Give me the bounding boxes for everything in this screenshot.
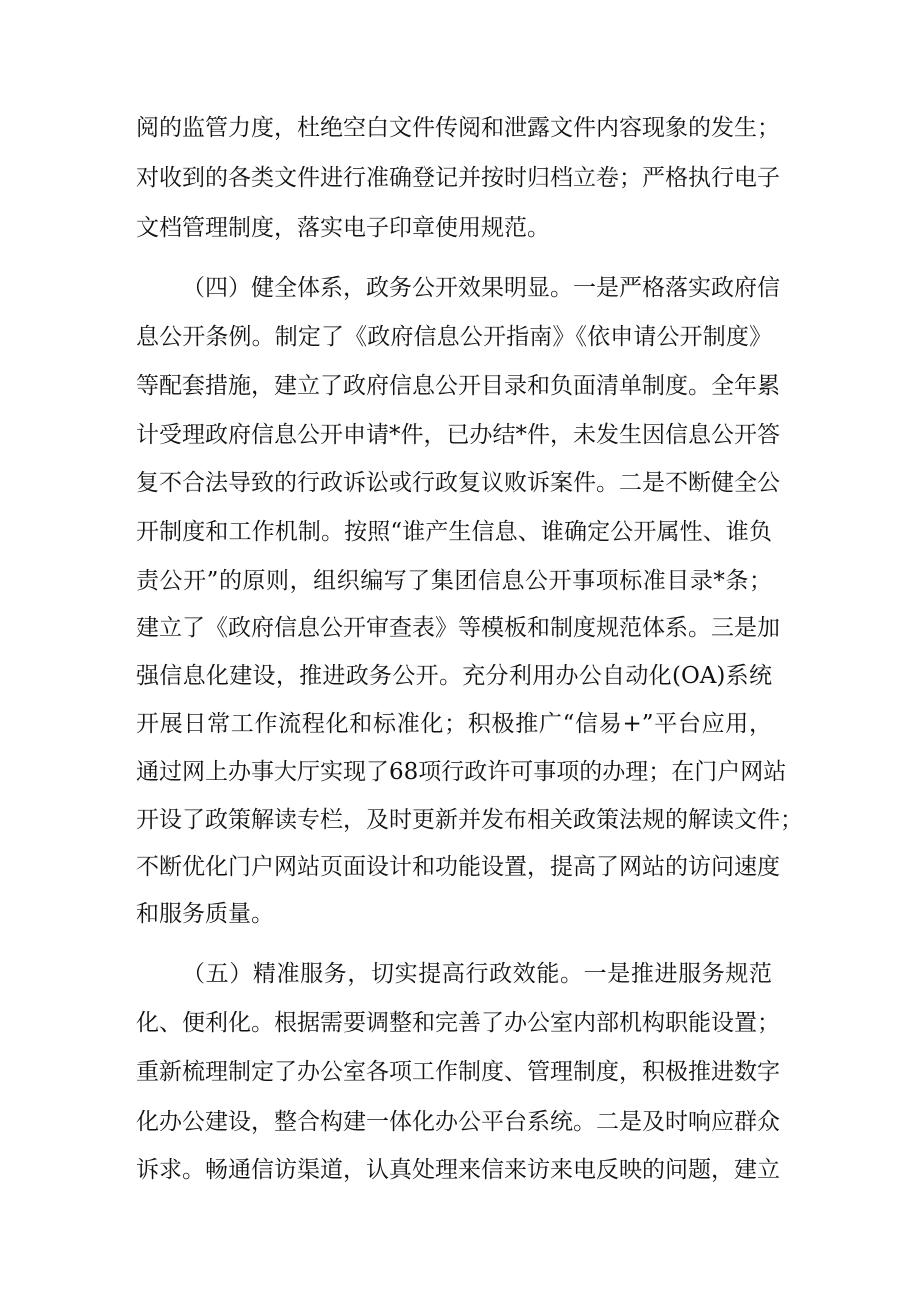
- text-line: 建立了《政府信息公开审查表》等模板和制度规范体系。三是加: [136, 615, 780, 641]
- text-line: 息公开条例。制定了《政府信息公开指南》《依申请公开制度》: [136, 324, 772, 350]
- text-line: 化、便利化。根据需要调整和完善了办公室内部机构职能设置；: [136, 1010, 780, 1036]
- text-line: 和服务质量。: [136, 901, 274, 927]
- text-line: 化办公建设，整合构建一体化办公平台系统。二是及时响应群众: [136, 1109, 780, 1135]
- text-line: 等配套措施，建立了政府信息公开目录和负面清单制度。全年累: [136, 373, 780, 399]
- text-line: 强信息化建设，推进政务公开。充分利用办公自动化(OA)系统: [136, 663, 772, 689]
- text-line: 阅的监管力度，杜绝空白文件传阅和泄露文件内容现象的发生；: [136, 115, 780, 141]
- text-line: 文档管理制度，落实电子印章使用规范。: [136, 215, 550, 241]
- paragraph-heading-line: （五）精准服务，切实提高行政效能。一是推进服务规范: [182, 961, 772, 987]
- text-line: 开制度和工作机制。按照“谁产生信息、谁确定公开属性、谁负: [136, 519, 772, 545]
- text-line: 对收到的各类文件进行准确登记并按时归档立卷；严格执行电子: [136, 165, 780, 191]
- text-line: 复不合法导致的行政诉讼或行政复议败诉案件。二是不断健全公: [136, 470, 780, 496]
- text-line: 重新梳理制定了办公室各项工作制度、管理制度，积极推进数字: [136, 1059, 780, 1085]
- text-line: 开展日常工作流程化和标准化；积极推广“信易+”平台应用，: [136, 711, 772, 737]
- text-line: 责公开”的原则，组织编写了集团信息公开事项标准目录*条；: [136, 568, 772, 594]
- text-line: 开设了政策解读专栏，及时更新并发布相关政策法规的解读文件；: [136, 807, 803, 833]
- text-line: 通过网上办事大厅实现了68项行政许可事项的办理；在门户网站: [136, 759, 787, 785]
- paragraph-heading-line: （四）健全体系，政务公开效果明显。一是严格落实政府信: [182, 275, 780, 301]
- text-line: 计受理政府信息公开申请*件，已办结*件，未发生因信息公开答: [136, 422, 780, 448]
- text-line: 不断优化门户网站页面设计和功能设置，提高了网站的访问速度: [136, 854, 780, 880]
- text-line: 诉求。畅通信访渠道，认真处理来信来访来电反映的问题，建立: [136, 1157, 780, 1183]
